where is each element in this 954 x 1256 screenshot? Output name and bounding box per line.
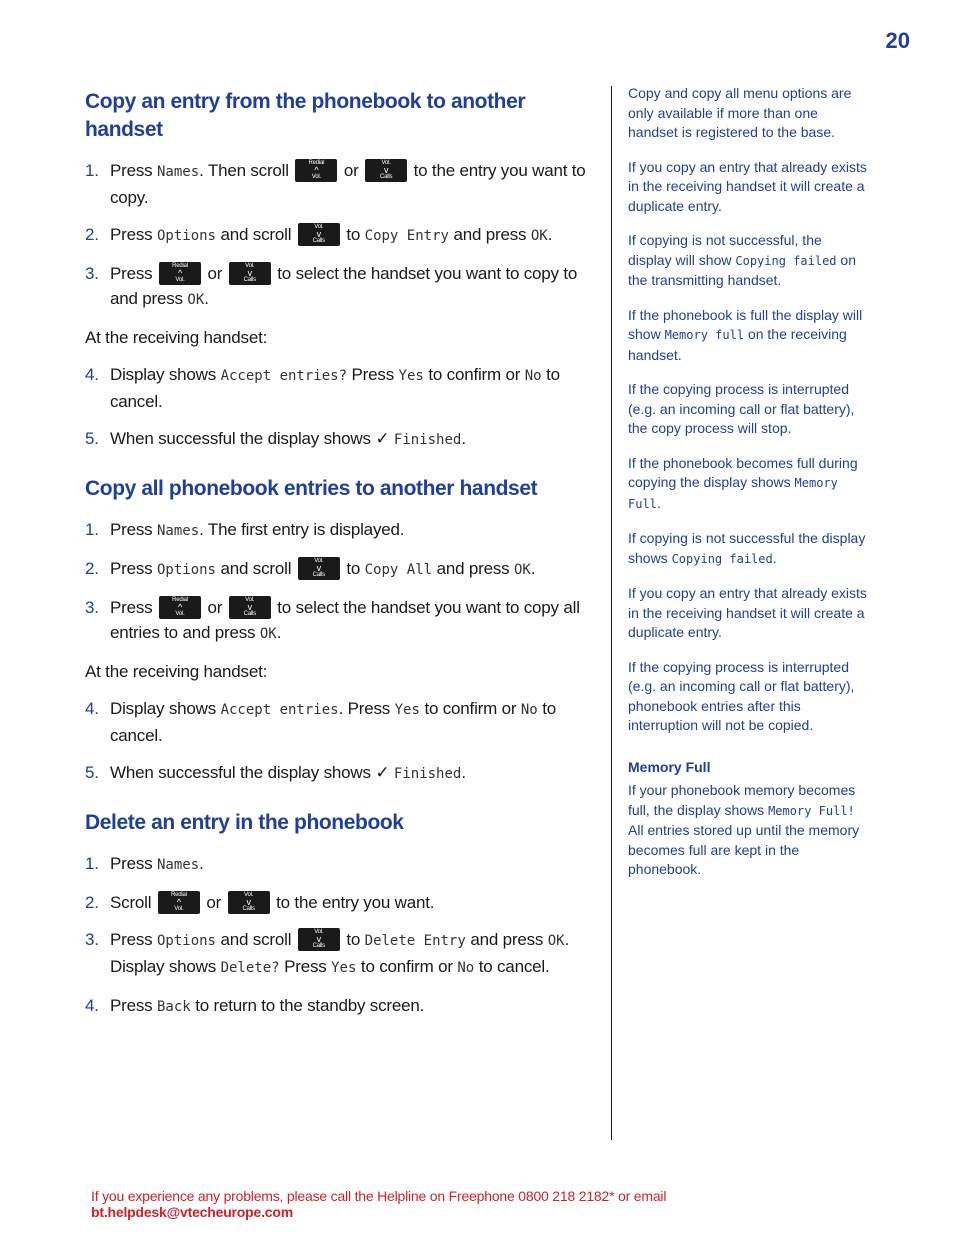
side-note: If the phonebook is full the display will show Memory full on the receiving handset. bbox=[628, 306, 863, 363]
redial-up-key-icon: Redial ^ Vol. bbox=[159, 596, 201, 619]
side-note: If the copying process is interrupted (e.g. an incoming call or flat battery), phonebook entries after this interruption will not be copied. bbox=[628, 658, 855, 733]
step: 1. Press Names. Then scroll Redial ^ Vol. or Vol. v Calls to the entry you want to copy. bbox=[85, 160, 586, 207]
side-note: If the phonebook becomes full during copying the display shows Memory Full. bbox=[628, 454, 858, 511]
display-text: Memory Full bbox=[628, 476, 838, 511]
display-text: Yes bbox=[398, 368, 424, 384]
display-text: Names bbox=[156, 857, 200, 873]
page-number: 20 bbox=[885, 28, 910, 53]
side-note: If the copying process is interrupted (e.g. an incoming call or flat battery), the copy process will stop. bbox=[628, 381, 855, 436]
step: 1. Press Names. The first entry is displayed. bbox=[85, 520, 405, 539]
main-column bbox=[85, 88, 600, 1032]
display-text: OK bbox=[259, 626, 277, 642]
calls-down-key-icon: Vol. v Calls bbox=[298, 557, 340, 580]
display-text: No bbox=[524, 368, 542, 384]
copy-all-steps bbox=[85, 517, 600, 647]
calls-down-key-icon: Vol. v Calls bbox=[298, 928, 340, 951]
display-text: Yes bbox=[394, 702, 420, 718]
copy-all-receiving-steps bbox=[85, 696, 600, 787]
step: 2. Scroll Redial ^ Vol. or Vol. v Calls to the entry you want. bbox=[85, 892, 435, 912]
display-text: Yes bbox=[331, 960, 357, 976]
delete-entry-steps bbox=[85, 851, 600, 1020]
display-text: Copy Entry bbox=[364, 228, 449, 244]
display-text: OK bbox=[513, 562, 531, 578]
helpline-footer bbox=[91, 1188, 871, 1220]
section-title-copy-entry: Copy an entry from the phonebook to another handset bbox=[85, 90, 526, 141]
receiving-handset-label: At the receiving handset: bbox=[85, 328, 268, 347]
display-text: OK bbox=[547, 933, 565, 949]
display-text: No bbox=[520, 702, 538, 718]
display-text: Memory Full! bbox=[768, 803, 855, 818]
display-text: Back bbox=[156, 999, 191, 1015]
calls-down-key-icon: Vol. v Calls bbox=[228, 891, 270, 914]
display-text: Accept entries? bbox=[220, 368, 348, 384]
step: 4. Display shows Accept entries. Press Yes to confirm or No to cancel. bbox=[85, 699, 557, 745]
side-note: If you copy an entry that already exists in the receiving handset it will create a duplicate entry. bbox=[628, 585, 867, 640]
redial-up-key-icon: Redial ^ Vol. bbox=[159, 262, 201, 285]
display-text: Accept entries bbox=[220, 702, 339, 718]
redial-up-key-icon: Redial ^ Vol. bbox=[158, 891, 200, 914]
display-text: Names bbox=[156, 523, 200, 539]
display-text: Copy All bbox=[364, 562, 433, 578]
display-text: No bbox=[457, 960, 475, 976]
copy-entry-steps bbox=[85, 158, 600, 313]
footer-text: If you experience any problems, please call the Helpline on Freephone 0800 218 2182* or email bbox=[91, 1188, 667, 1204]
display-text: OK bbox=[530, 228, 548, 244]
step: 3. Press Redial ^ Vol. or Vol. v Calls to select the handset you want to copy all entries to and press OK. bbox=[85, 597, 580, 642]
display-text: Options bbox=[156, 562, 216, 578]
display-text: Copying failed bbox=[735, 253, 837, 268]
display-text: Memory full bbox=[664, 328, 745, 342]
column-divider bbox=[611, 86, 612, 1140]
display-text: OK bbox=[187, 292, 205, 308]
side-note: If your phonebook memory becomes full, the display shows Memory Full! All entries stored up until the memory becomes full are kept in the phonebook. bbox=[628, 782, 860, 877]
calls-down-key-icon: Vol. v Calls bbox=[365, 159, 407, 182]
display-text: Finished bbox=[393, 766, 462, 782]
calls-down-key-icon: Vol. v Calls bbox=[229, 262, 271, 285]
display-text: Names bbox=[156, 164, 200, 180]
side-note: If you copy an entry that already exists in the receiving handset it will create a duplicate entry. bbox=[628, 158, 867, 214]
step: 4. Display shows Accept entries? Press Yes to confirm or No to cancel. bbox=[85, 365, 560, 411]
copy-entry-receiving-steps bbox=[85, 362, 600, 453]
side-note: If copying is not successful the display shows Copying failed. bbox=[628, 530, 866, 566]
step: 4. Press Back to return to the standby screen. bbox=[85, 996, 425, 1015]
display-text: Copying failed bbox=[671, 551, 773, 566]
helpdesk-email-link[interactable]: bt.helpdesk@vtecheurope.com bbox=[91, 1204, 293, 1220]
display-text: Delete? bbox=[220, 960, 280, 976]
step: 2. Press Options and scroll Vol. v Calls to Copy All and press OK. bbox=[85, 558, 536, 578]
side-note: Copy and copy all menu options are only available if more than one handset is registered to the base. bbox=[628, 85, 852, 140]
step: 3. Press Redial ^ Vol. or Vol. v Calls to select the handset you want to copy to and press OK. bbox=[85, 263, 578, 308]
step: 2. Press Options and scroll Vol. v Calls to Copy Entry and press OK. bbox=[85, 224, 553, 244]
display-text: Finished bbox=[393, 432, 462, 448]
step: 5. When successful the display shows ✓ Finished. bbox=[85, 763, 466, 782]
display-text: Delete Entry bbox=[364, 933, 466, 949]
calls-down-key-icon: Vol. v Calls bbox=[229, 596, 271, 619]
calls-down-key-icon: Vol. v Calls bbox=[298, 223, 340, 246]
display-text: Options bbox=[156, 933, 216, 949]
step: 1. Press Names. bbox=[85, 854, 204, 873]
side-note: If copying is not successful, the display will show Copying failed on the transmitting handset. bbox=[628, 232, 856, 288]
memory-full-heading: Memory Full bbox=[628, 758, 711, 775]
step: 3. Press Options and scroll Vol. v Calls to Delete Entry and press OK. Display shows Delete? Press Yes to confirm or No to cancel. bbox=[85, 929, 570, 976]
sidebar-notes bbox=[628, 84, 868, 895]
section-title-delete-entry: Delete an entry in the phonebook bbox=[85, 811, 404, 834]
step: 5. When successful the display shows ✓ Finished. bbox=[85, 429, 466, 448]
display-text: Options bbox=[156, 228, 216, 244]
receiving-handset-label: At the receiving handset: bbox=[85, 662, 268, 681]
section-title-copy-all: Copy all phonebook entries to another handset bbox=[85, 477, 538, 500]
redial-up-key-icon: Redial ^ Vol. bbox=[295, 159, 337, 182]
